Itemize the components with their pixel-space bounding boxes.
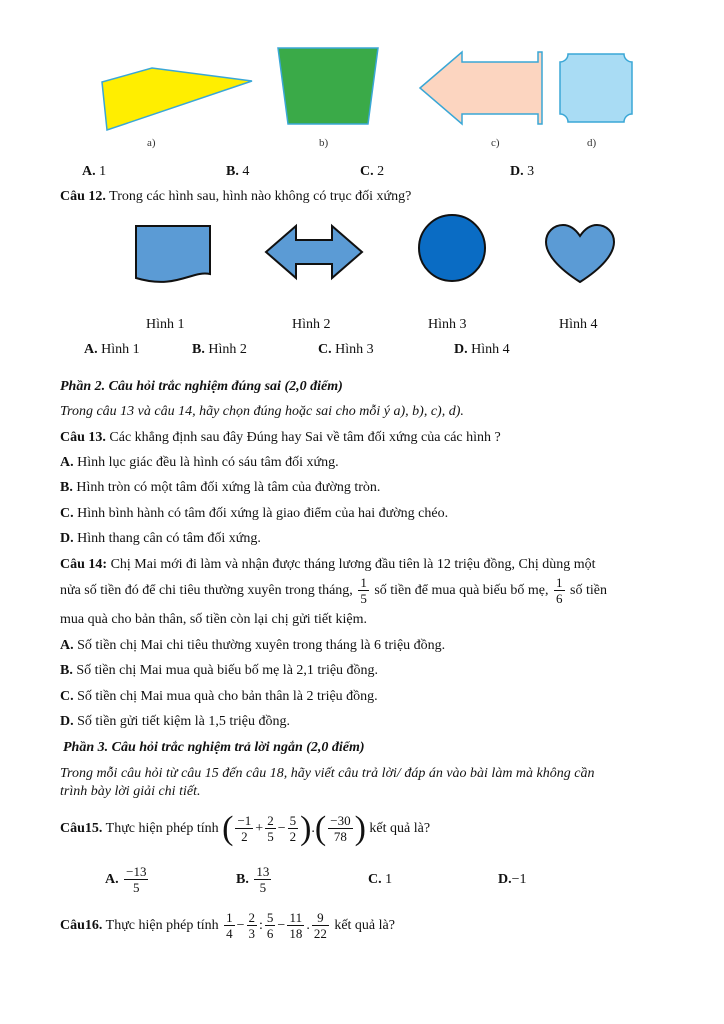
part2-title: Phần 2. Câu hỏi trắc nghiệm đúng sai (2,0 điểm) (60, 379, 343, 394)
q14-line-2: nửa số tiền đó để chi tiêu thường xuyên trong tháng, $\frac{1}{5}$ số tiền để mua quà biếu bố mẹ, $\frac{1}{6}$ số tiền (60, 575, 607, 607)
q12-option-d: D. Hình 4 (454, 342, 510, 357)
figure-caption-4: Hình 4 (559, 317, 598, 332)
fraction-one-fifth: $\frac{1}{5}$ (360, 575, 367, 607)
figure-caption-3: Hình 3 (428, 317, 467, 332)
q15-option-b: B. $\frac{13}{5}$ (236, 864, 270, 896)
q13-item-b: B. Hình tròn có một tâm đối xứng là tâm của đường tròn. (60, 480, 381, 495)
q14-item-a: A. Số tiền chị Mai chi tiêu thường xuyên trong tháng là 6 triệu đồng. (60, 638, 446, 653)
q12-option-c: C. Hình 3 (318, 342, 374, 357)
q15-option-d: D.−1 (498, 872, 527, 887)
part2-instruction: Trong câu 13 và câu 14, hãy chọn đúng hoặc sai cho mỗi ý a), b), c), d). (60, 404, 464, 419)
q11-option-c: C. 2 (360, 164, 385, 179)
part3-title: Phần 3. Câu hỏi trắc nghiệm trả lời ngắn (2,0 điểm) (63, 740, 365, 755)
q12-option-a: A. Hình 1 (84, 342, 140, 357)
caption-a: a) (147, 137, 156, 149)
q13-question: Câu 13. Các khẳng định sau đây Đúng hay Sai về tâm đối xứng của các hình ? (60, 430, 501, 445)
q16-expression: $\frac{1}{4}$ − $\frac{2}{3}$ : $\frac{5}{6}$ − $\frac{11}{18}$ . $\frac{9}{22}$ (226, 910, 327, 942)
q14-item-d: D. Số tiền gửi tiết kiệm là 1,5 triệu đồng. (60, 714, 291, 729)
q15-option-a: A. $\frac{-13}{5}$ (105, 864, 147, 896)
figure-caption-2: Hình 2 (292, 317, 331, 332)
q14-item-c: C. Số tiền chị Mai mua quà cho bản thân là 2 triệu đồng. (60, 689, 378, 704)
fraction-one-sixth: $\frac{1}{6}$ (556, 575, 563, 607)
caption-d: d) (587, 137, 597, 149)
q14-item-b: B. Số tiền chị Mai mua quà biếu bố mẹ là 2,1 triệu đồng. (60, 663, 379, 678)
figure-caption-1: Hình 1 (146, 317, 185, 332)
q15-expression: ( $\frac{-1}{2}$ + $\frac{2}{5}$ − $\frac{5}{2}$ ).( $\frac{-30}{78}$ ) (222, 809, 366, 847)
part3-instruction-1: Trong mỗi câu hỏi từ câu 15 đến câu 18, hãy viết câu trả lời/ đáp án vào bài làm mà không cần (60, 766, 595, 781)
q15-option-c: C. 1 (368, 872, 393, 887)
peach-arrow-shape (420, 52, 542, 124)
caption-b: b) (319, 137, 329, 149)
q14-line-1: Câu 14: Chị Mai mới đi làm và nhận được tháng lương đầu tiên là 12 triệu đồng, Chị dùng một (60, 557, 596, 572)
q15-question: Câu15. Thực hiện phép tính ( $\frac{-1}{2}$ + $\frac{2}{5}$ − $\frac{5}{2}$ ).( $\frac{-30}{78}$ ) kết quả là? (60, 809, 430, 849)
q12-figures (130, 212, 620, 292)
q12-option-b: B. Hình 2 (192, 342, 247, 357)
q16-question: Câu16. Thực hiện phép tính $\frac{1}{4}$ − $\frac{2}{3}$ : $\frac{5}{6}$ − $\frac{11}{18}$ . $\frac{9}{22}$ kết quả là? (60, 908, 395, 944)
q11-option-d: D. 3 (510, 164, 535, 179)
q11-option-a: A. 1 (82, 164, 107, 179)
green-trapezoid-shape (278, 48, 378, 124)
double-arrow-figure (266, 226, 362, 278)
q12-question: Câu 12. Trong các hình sau, hình nào không có trục đối xứng? (60, 189, 412, 204)
yellow-quadrilateral-shape (102, 68, 252, 130)
circle-figure (419, 215, 485, 281)
light-blue-square-shape (560, 54, 632, 122)
part3-instruction-2: trình bày lời giải chi tiết. (60, 784, 201, 799)
q13-item-c: C. Hình bình hành có tâm đối xứng là giao điểm của hai đường chéo. (60, 506, 449, 521)
caption-c: c) (491, 137, 500, 149)
document-shape-figure (136, 226, 210, 282)
symmetry-shapes-figure (90, 42, 650, 154)
q13-item-d: D. Hình thang cân có tâm đối xứng. (60, 531, 261, 546)
q14-line-3: mua quà cho bản thân, số tiền còn lại chị gửi tiết kiệm. (60, 612, 367, 627)
heart-figure (546, 225, 614, 282)
q13-item-a: A. Hình lục giác đều là hình có sáu tâm đối xứng. (60, 455, 339, 470)
q11-option-b: B. 4 (226, 164, 250, 179)
